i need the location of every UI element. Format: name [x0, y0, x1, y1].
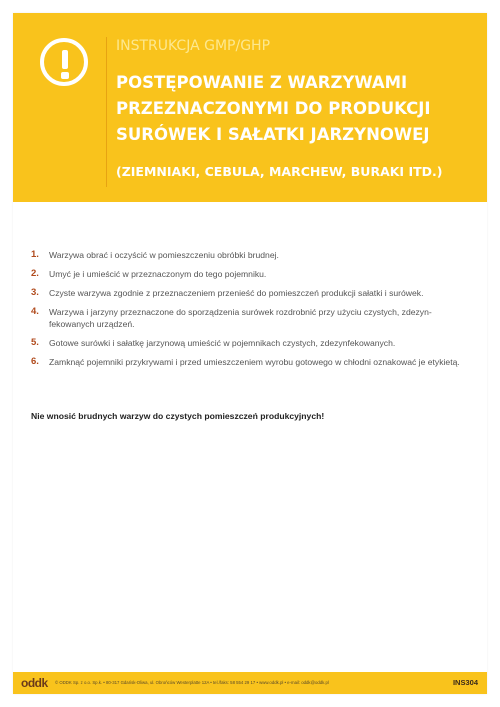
- step-text: Warzywa i jarzyny przeznaczone do sporządzenia surówek rozdrobnić przy użyciu czystych, zdezyn- fekowanych urządzeń.: [49, 307, 432, 329]
- step-number: 1.: [31, 249, 39, 260]
- title-line: SURÓWEK I SAŁATKI JARZYNOWEJ: [116, 125, 430, 144]
- step-text: Zamknąć pojemniki przykrywami i przed umieszczeniem wyrobu gotowego w chłodni oznakować je etykietą.: [49, 357, 460, 367]
- step-item: [31, 268, 471, 280]
- step-number: 3.: [31, 287, 39, 298]
- step-text: Gotowe surówki i sałatkę jarzynową umieścić w pojemnikach czystych, zdezynfekowanych.: [49, 338, 396, 348]
- document-code: INS304: [452, 678, 478, 687]
- step-item: [31, 306, 471, 330]
- step-number: 2.: [31, 268, 39, 279]
- step-text: Warzywa obrać i oczyścić w pomieszczeniu obróbki brudnej.: [49, 250, 279, 260]
- step-number: 4.: [31, 306, 39, 317]
- step-item: [31, 356, 471, 368]
- warning-note: Nie wnosić brudnych warzyw do czystych pomieszczeń produkcyjnych!: [31, 411, 325, 421]
- document-type: INSTRUKCJA GMP/GHP: [116, 38, 271, 54]
- step-number: 6.: [31, 356, 39, 367]
- header-banner: [13, 13, 487, 202]
- step-number: 5.: [31, 337, 39, 348]
- title-line: PRZEZNACZONYMI DO PRODUKCJI: [116, 99, 431, 118]
- footer-bar: [13, 672, 487, 694]
- title-line: POSTĘPOWANIE Z WARZYWAMI: [116, 73, 408, 92]
- step-item: [31, 287, 471, 299]
- exclamation-dot: [61, 72, 69, 79]
- oddk-logo: oddk: [21, 676, 48, 690]
- step-item: [31, 337, 471, 349]
- steps-list: [31, 249, 471, 375]
- footer-contact: © ODDK Sp. z o.o. Sp.k. • 80-317 Gdańsk-Oliwa, ul. Obrońców Westerplatte 12A • tel./faks: 58 554 29 17 • www.oddk.pl • e-mail: oddk@oddk.pl: [55, 680, 329, 685]
- step-text: Czyste warzywa zgodnie z przeznaczeniem przenieść do pomieszczeń produkcji sałatki i surówek.: [49, 288, 424, 298]
- divider: [106, 37, 107, 187]
- step-item: [31, 249, 471, 261]
- exclamation-circle-icon: [40, 38, 88, 86]
- instruction-sheet: [13, 13, 487, 694]
- step-text: Umyć je i umieścić w przeznaczonym do tego pojemniku.: [49, 269, 267, 279]
- document-title: [116, 70, 480, 148]
- exclamation-bar: [62, 50, 68, 69]
- document-subtitle: (ZIEMNIAKI, CEBULA, MARCHEW, BURAKI ITD.): [116, 164, 443, 179]
